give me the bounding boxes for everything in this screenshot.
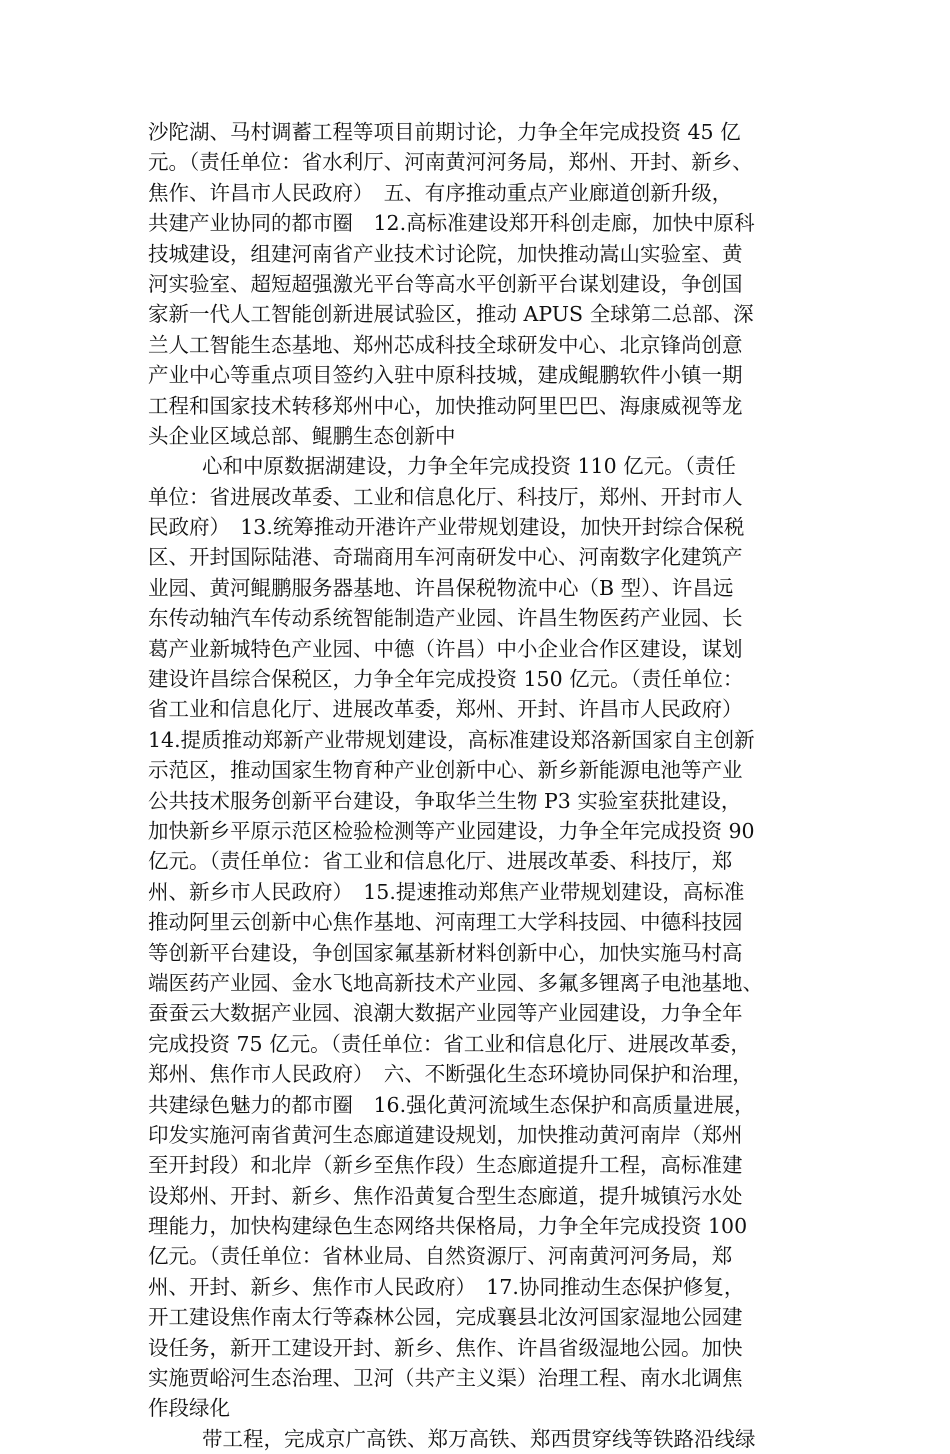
text-line: 示范区，推动国家生物育种产业创新中心、新乡新能源电池等产业 bbox=[148, 758, 743, 783]
document-body bbox=[148, 117, 808, 1454]
text-line: 焦作、许昌市人民政府） 五、有序推动重点产业廊道创新升级， bbox=[148, 180, 733, 205]
text-line: 等创新平台建设，争创国家氟基新材料创新中心，加快实施马村高 bbox=[148, 940, 743, 965]
text-line: 省工业和信息化厅、进展改革委，郑州、开封、许昌市人民政府） bbox=[148, 697, 743, 722]
text-line: 设郑州、开封、新乡、焦作沿黄复合型生态廊道，提升城镇污水处 bbox=[148, 1183, 743, 1208]
text-line: 区、开封国际陆港、奇瑞商用车河南研发中心、河南数字化建筑产 bbox=[148, 545, 743, 570]
text-line: 公共技术服务创新平台建设，争取华兰生物 P3 实验室获批建设， bbox=[148, 788, 742, 813]
text-line: 民政府） 13.统筹推动开港许产业带规划建设，加快开封综合保税 bbox=[148, 515, 745, 540]
text-line: 兰人工智能生态基地、郑州芯成科技全球研发中心、北京锋尚创意 bbox=[148, 332, 743, 357]
text-line: 亿元。（责任单位：省工业和信息化厅、进展改革委、科技厅，郑 bbox=[148, 849, 733, 874]
text-line: 印发实施河南省黄河生态廊道建设规划，加快推动黄河南岸（郑州 bbox=[148, 1122, 743, 1147]
text-line: 开工建设焦作南太行等森林公园，完成襄县北汝河国家湿地公园建 bbox=[148, 1305, 743, 1330]
text-line: 理能力，加快构建绿色生态网络共保格局，力争全年完成投资 100 bbox=[148, 1214, 748, 1239]
text-line: 州、新乡市人民政府） 15.提速推动郑焦产业带规划建设，高标准 bbox=[148, 879, 745, 904]
text-line: 业园、黄河鲲鹏服务器基地、许昌保税物流中心（B 型）、许昌远 bbox=[148, 575, 734, 600]
text-line: 技城建设，组建河南省产业技术讨论院，加快推动嵩山实验室、黄 bbox=[148, 241, 743, 266]
text-line: 单位：省进展改革委、工业和信息化厅、科技厅，郑州、开封市人 bbox=[148, 484, 743, 509]
text-line: 设任务，新开工建设开封、新乡、焦作、许昌省级湿地公园。加快 bbox=[148, 1335, 743, 1360]
text-line: 工程和国家技术转移郑州中心，加快推动阿里巴巴、海康威视等龙 bbox=[148, 393, 743, 418]
text-line: 东传动轴汽车传动系统智能制造产业园、许昌生物医药产业园、长 bbox=[148, 606, 743, 631]
text-line: 完成投资 75 亿元。（责任单位：省工业和信息化厅、进展改革委， bbox=[148, 1031, 751, 1056]
text-line: 14.提质推动郑新产业带规划建设，高标准建设郑洛新国家自主创新 bbox=[148, 727, 755, 752]
text-line: 头企业区域总部、鲲鹏生态创新中 bbox=[148, 423, 456, 448]
text-line: 葛产业新城特色产业园、中德（许昌）中小企业合作区建设，谋划 bbox=[148, 636, 743, 661]
text-line: 带工程，完成京广高铁、郑万高铁、郑西贯穿线等铁路沿线绿 bbox=[202, 1426, 756, 1451]
text-line: 产业中心等重点项目签约入驻中原科技城，建成鲲鹏软件小镇一期 bbox=[148, 363, 743, 388]
text-line: 河实验室、超短超强激光平台等高水平创新平台谋划建设，争创国 bbox=[148, 271, 743, 296]
text-line: 作段绿化 bbox=[148, 1396, 230, 1421]
text-line: 蚕蚕云大数据产业园、浪潮大数据产业园等产业园建设，力争全年 bbox=[148, 1001, 743, 1026]
text-line: 家新一代人工智能创新进展试验区，推动 APUS 全球第二总部、深 bbox=[148, 302, 754, 327]
text-line: 州、开封、新乡、焦作市人民政府） 17.协同推动生态保护修复， bbox=[148, 1274, 745, 1299]
text-line: 端医药产业园、金水飞地高新技术产业园、多氟多锂离子电池基地、 bbox=[148, 970, 763, 995]
text-line: 共建产业协同的都市圈 12.高标准建设郑开科创走廊，加快中原科 bbox=[148, 211, 755, 236]
text-line: 建设许昌综合保税区，力争全年完成投资 150 亿元。（责任单位： bbox=[148, 667, 744, 692]
text-line: 至开封段）和北岸（新乡至焦作段）生态廊道提升工程，高标准建 bbox=[148, 1153, 743, 1178]
text-line: 心和中原数据湖建设，力争全年完成投资 110 亿元。（责任 bbox=[202, 454, 736, 479]
text-line: 郑州、焦作市人民政府） 六、不断强化生态环境协同保护和治理， bbox=[148, 1062, 753, 1087]
text-line: 元。（责任单位：省水利厅、河南黄河河务局，郑州、开封、新乡、 bbox=[148, 150, 753, 175]
text-line: 实施贾峪河生态治理、卫河（共产主义渠）治理工程、南水北调焦 bbox=[148, 1366, 743, 1391]
text-line: 推动阿里云创新中心焦作基地、河南理工大学科技园、中德科技园 bbox=[148, 910, 743, 935]
text-line: 加快新乡平原示范区检验检测等产业园建设，力争全年完成投资 90 bbox=[148, 818, 755, 843]
text-line: 亿元。（责任单位：省林业局、自然资源厅、河南黄河河务局，郑 bbox=[148, 1244, 733, 1269]
text-line: 共建绿色魅力的都市圈 16.强化黄河流域生态保护和高质量进展， bbox=[148, 1092, 755, 1117]
text-line: 沙陀湖、马村调蓄工程等项目前期讨论，力争全年完成投资 45 亿 bbox=[148, 120, 741, 144]
